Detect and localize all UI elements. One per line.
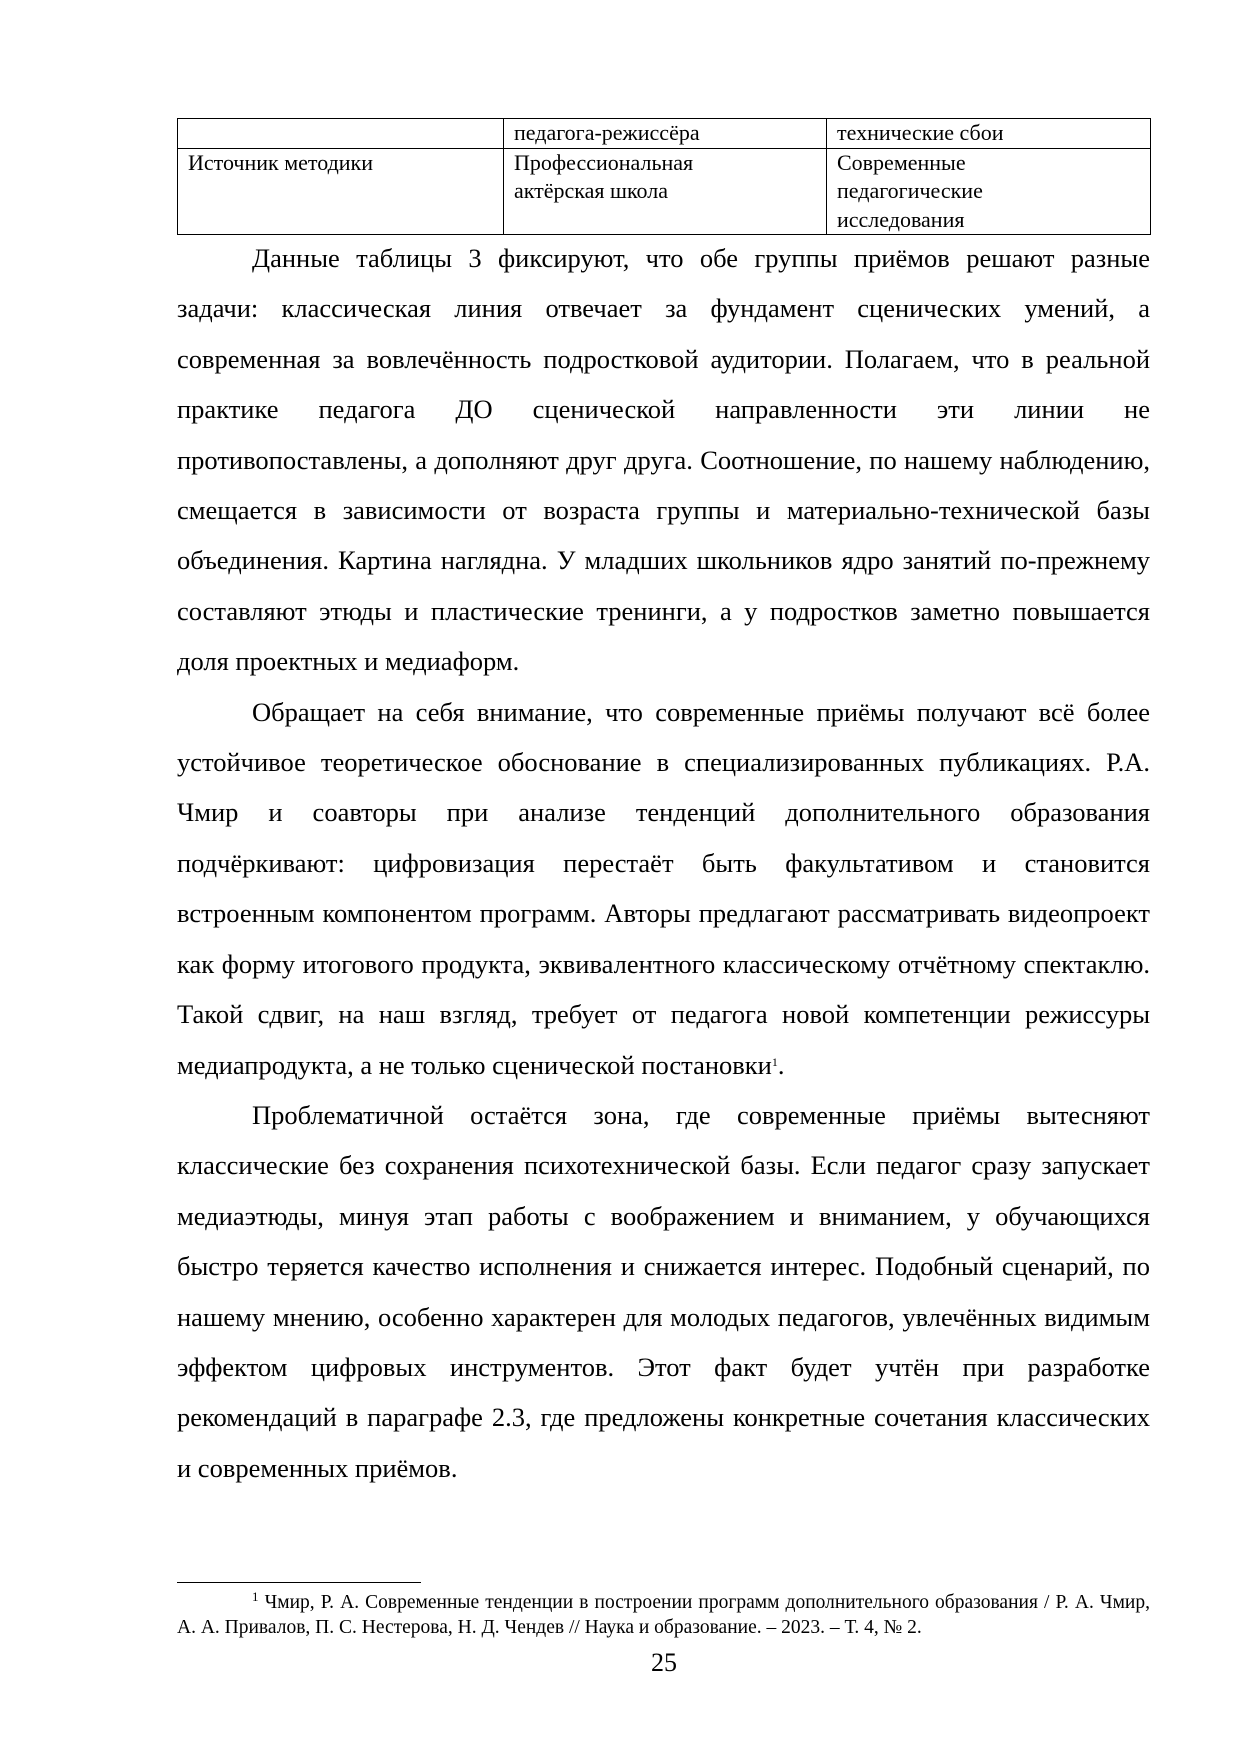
paragraph-text: Обращает на себя внимание, что современные приёмы получают всё более устойчивое теоретическое обоснование в специализированных публикациях. Р.А. Чмир и соавторы при анализе тенденций дополнительного образования подчёркивают: цифровизация перестаёт быть факультативом и становится встроенным компонентом программ. Авторы предлагают рассматривать видеопроект как форму итогового продукта, эквивалентного классическому отчётному спектаклю. Такой сдвиг, на наш взгляд, требует от педагога новой компетенции режиссуры медиапродукта, а не только сценической постановки (177, 696, 1150, 1080)
methods-table (177, 118, 1151, 235)
body-text (177, 233, 1150, 1493)
table-row (178, 148, 1151, 235)
footnote-separator (177, 1582, 421, 1583)
footnote (177, 1590, 1150, 1640)
table-row (178, 119, 1151, 149)
paragraph (177, 687, 1150, 1090)
table-cell: педагога-режиссёра (504, 119, 827, 149)
paragraph (177, 1090, 1150, 1493)
table-cell: Профессиональная актёрская школа (504, 148, 827, 235)
footnote-text: Чмир, Р. А. Современные тенденции в построении программ дополнительного образования / Р. А. Чмир, А. А. Привалов, П. С. Нестерова, Н. Д. Чендев // Наука и образование. – 2023. – Т. 4, № 2. (177, 1592, 1150, 1638)
table-cell: Источник методики (178, 148, 504, 235)
footnote-number: 1 (252, 1589, 259, 1604)
table-cell (178, 119, 504, 149)
paragraph-tail: . (777, 1049, 785, 1080)
paragraph-text: Данные таблицы 3 фиксируют, что обе группы приёмов решают разные задачи: классическая линия отвечает за фундамент сценических умений, а современная за вовлечённость подростковой аудитории. Полагаем, что в реальной практике педагога ДО сценической направленности эти линии не противопоставлены, а дополняют друг друга. Соотношение, по нашему наблюдению, смещается в зависимости от возраста группы и материально-технической базы объединения. Картина наглядна. У младших школьников ядро занятий по-прежнему составляют этюды и пластические тренинги, а у подростков заметно повышается доля проектных и медиаформ. (177, 243, 1150, 677)
footnote-reference[interactable]: 1 (771, 1054, 778, 1069)
page-number: 25 (651, 1648, 677, 1677)
table-cell: технические сбои (827, 119, 1151, 149)
paragraph (177, 233, 1150, 687)
table-cell: Современные педагогические исследования (827, 148, 1151, 235)
paragraph-text: Проблематичной остаётся зона, где современные приёмы вытесняют классические без сохранения психотехнической базы. Если педагог сразу запускает медиаэтюды, минуя этап работы с воображением и вниманием, у обучающихся быстро теряется качество исполнения и снижается интерес. Подобный сценарий, по нашему мнению, особенно характерен для молодых педагогов, увлечённых видимым эффектом цифровых инструментов. Этот факт будет учтён при разработке рекомендаций в параграфе 2.3, где предложены конкретные сочетания классических и современных приёмов. (177, 1099, 1150, 1483)
